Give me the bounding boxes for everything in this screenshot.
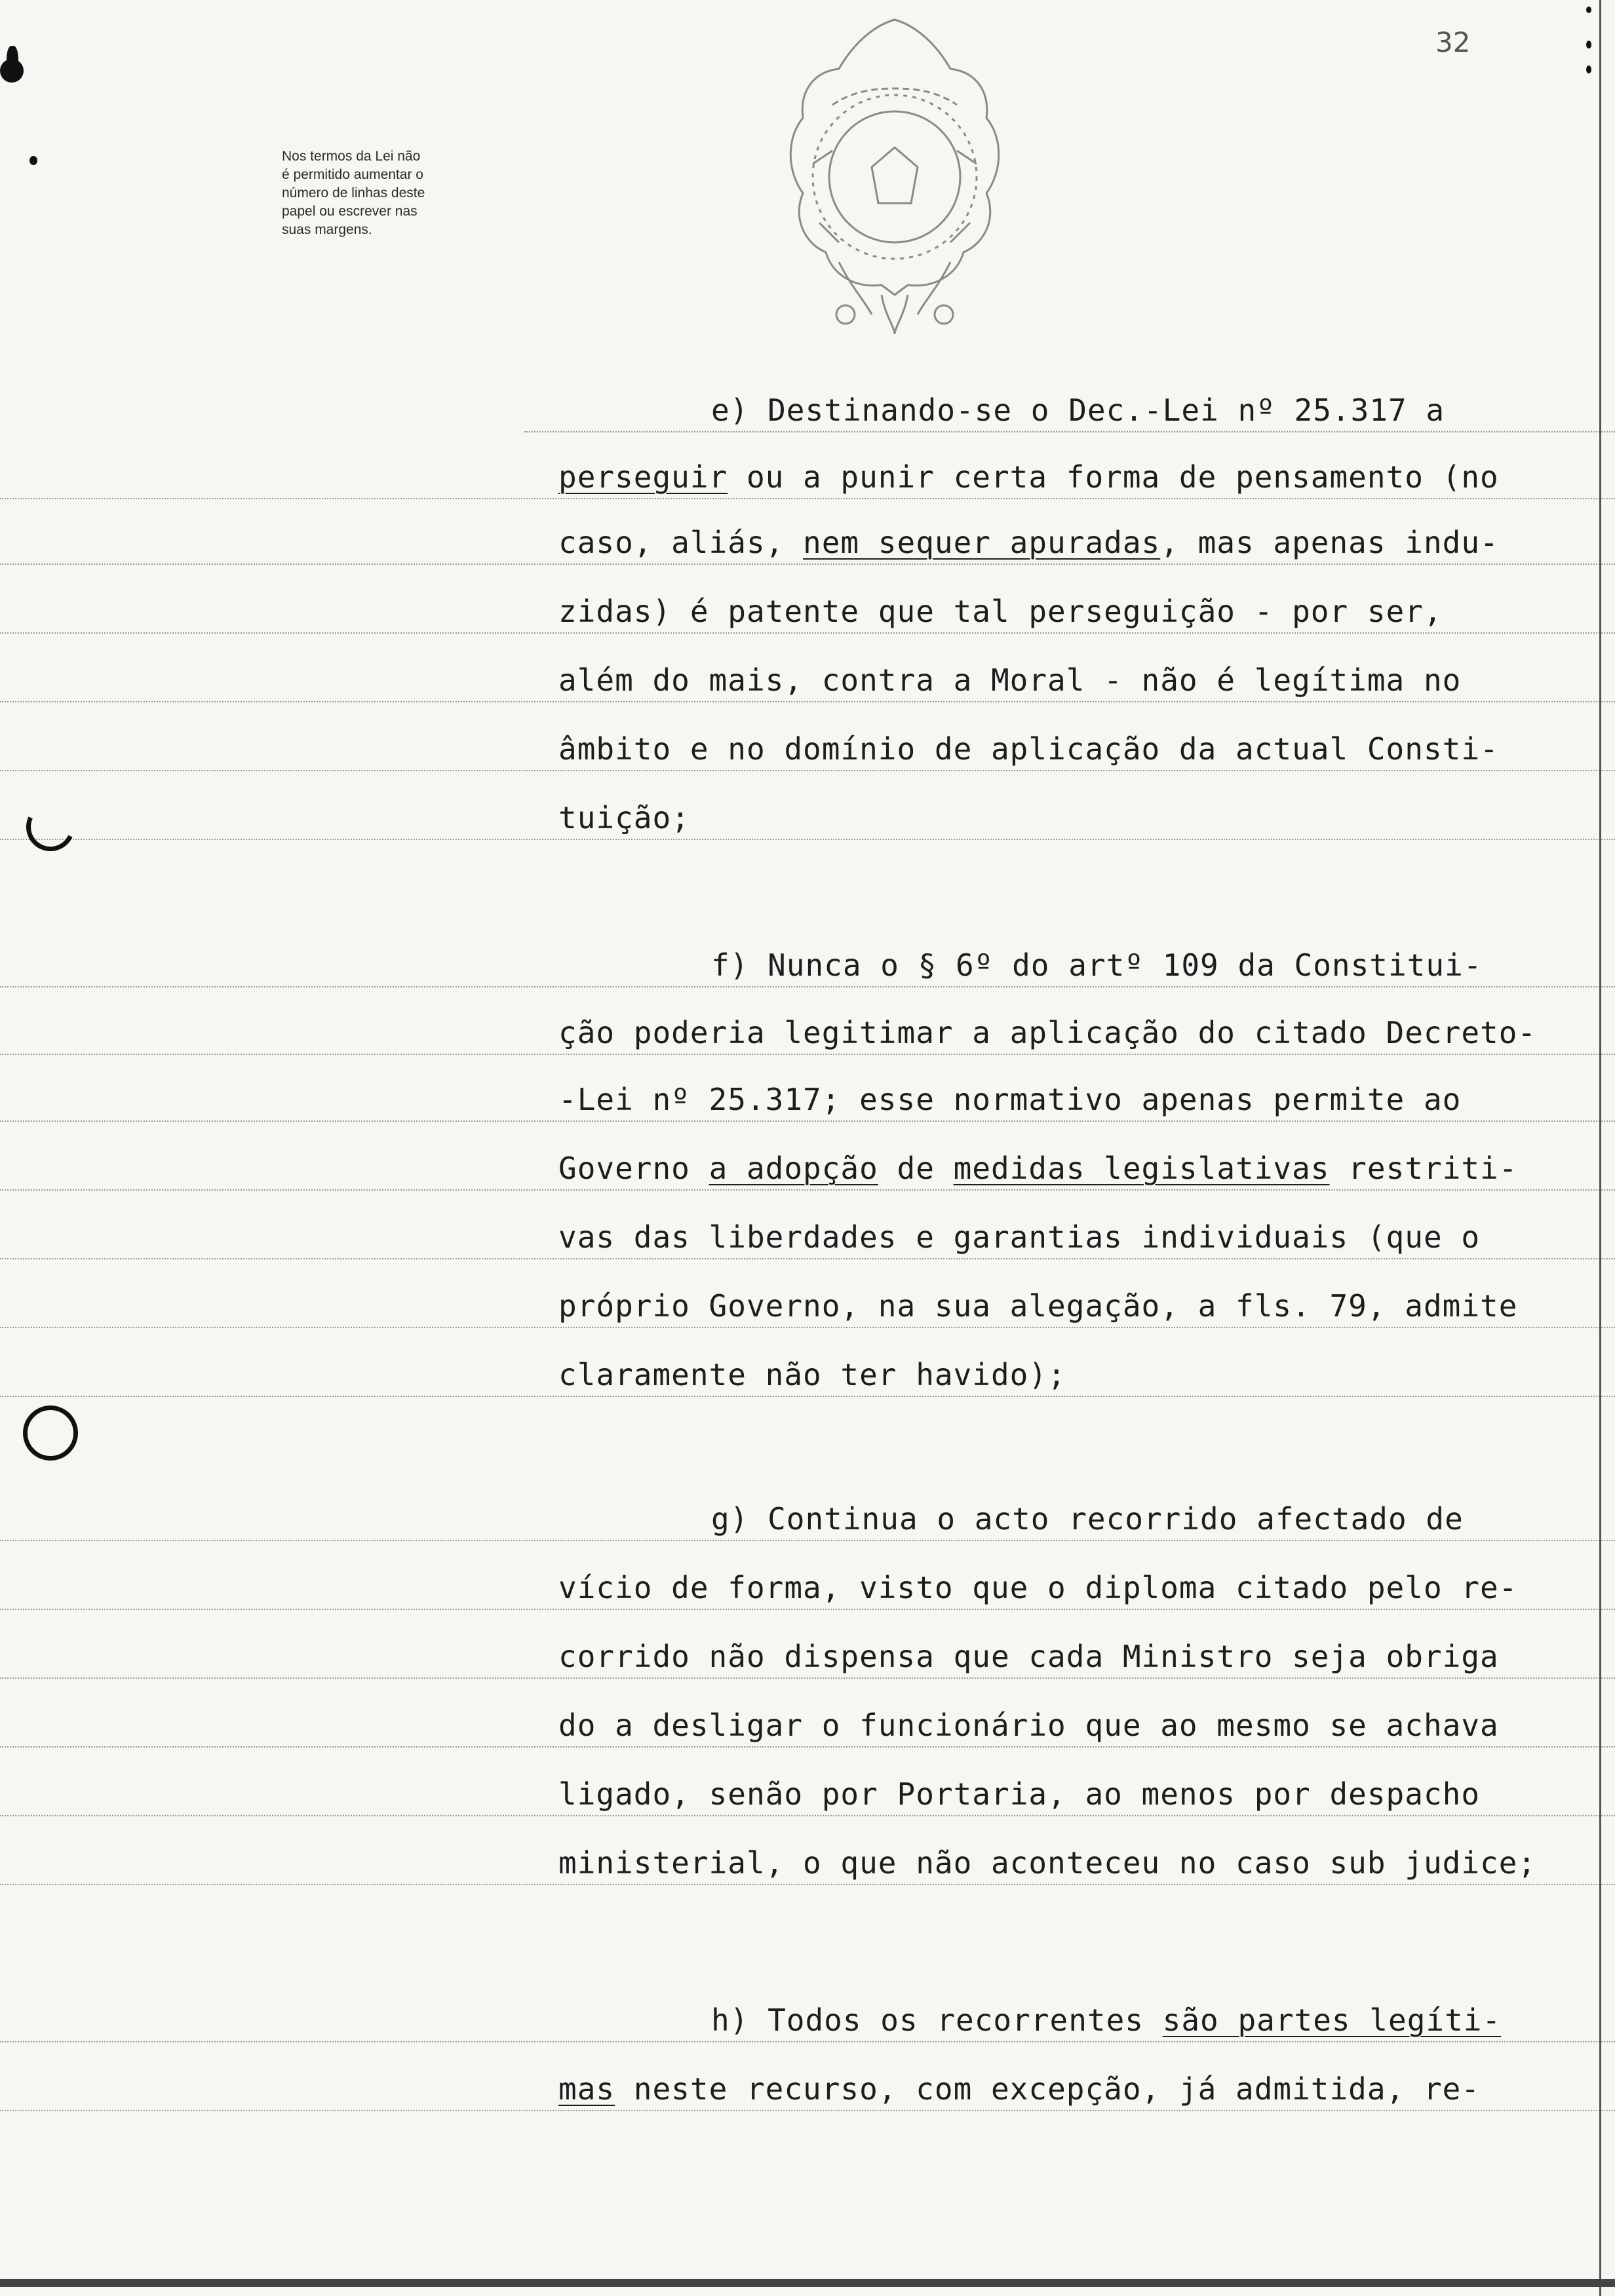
text-run: zidas) é patente que tal perseguição - por ser, [558, 594, 1443, 629]
text-run: próprio Governo, na sua alegação, a fls. 79, admite [558, 1288, 1518, 1324]
text-run: ção poderia legitimar a aplicação do citado Decreto- [558, 1015, 1537, 1050]
page-number: 32 [1435, 26, 1471, 58]
text-line [558, 731, 1499, 767]
notice-line: Nos termos da Lei não [282, 149, 421, 164]
ruled-line [0, 701, 1615, 702]
ruled-line [0, 1815, 1615, 1816]
text-line [558, 593, 1443, 630]
text-line [558, 524, 1499, 561]
text-line [558, 1219, 1480, 1255]
text-run: ligado, senão por Portaria, ao menos por despacho [558, 1776, 1481, 1812]
ruled-line [0, 564, 1615, 565]
ruled-line [0, 1884, 1615, 1885]
ruled-line [0, 1396, 1615, 1397]
text-run: vas das liberdades e garantias individuais (que o [558, 1219, 1481, 1255]
text-line [558, 1356, 1066, 1393]
ruled-line [0, 770, 1615, 771]
underlined-text: perseguir [558, 459, 728, 495]
underlined-text: medidas legislativas [953, 1151, 1330, 1186]
text-line [711, 392, 1445, 429]
underlined-text: a adopção [709, 1151, 878, 1186]
text-run: f) Nunca o § 6º do artº 109 da Constitui- [711, 947, 1483, 983]
notice-line: suas margens. [282, 222, 372, 237]
ruled-line [0, 1746, 1615, 1748]
ruled-line [0, 1189, 1615, 1191]
text-run: h) Todos os recorrentes [711, 2002, 1163, 2038]
text-line [558, 459, 1499, 495]
ruled-line [0, 632, 1615, 634]
text-run: ou a punir certa forma de pensamento (no [728, 459, 1499, 495]
text-run: Governo [558, 1151, 709, 1186]
ink-speck [1586, 41, 1591, 48]
margin-notice [282, 147, 557, 239]
text-line [558, 2071, 1480, 2107]
ink-speck [1586, 66, 1591, 73]
text-run: corrido não dispensa que cada Ministro seja obriga [558, 1639, 1499, 1674]
underlined-text: nem sequer apuradas [803, 525, 1161, 560]
text-run: neste recurso, com excepção, já admitida, re- [615, 2071, 1481, 2107]
text-run: restriti- [1329, 1151, 1518, 1186]
text-run: do a desligar o funcionário que ao mesmo se achava [558, 1708, 1499, 1743]
text-line [711, 2002, 1501, 2038]
text-line [558, 1707, 1499, 1744]
ruled-line [0, 1677, 1615, 1679]
notice-line: número de linhas deste [282, 185, 425, 201]
underlined-text: são partes legíti- [1162, 2002, 1502, 2038]
text-run: , mas apenas indu- [1160, 525, 1499, 560]
ruled-line [0, 1609, 1615, 1610]
text-line [558, 1081, 1461, 1118]
text-run: âmbito e no domínio de aplicação da actual Consti- [558, 731, 1499, 767]
binder-hole-mark [20, 796, 82, 858]
text-line [558, 662, 1461, 698]
ruled-line [0, 1054, 1615, 1055]
text-run: g) Continua o acto recorrido afectado de [711, 1501, 1464, 1537]
text-line [558, 1638, 1499, 1675]
ruled-line [0, 1540, 1615, 1541]
ruled-line [0, 2041, 1615, 2042]
text-line [711, 947, 1482, 984]
text-line [558, 1569, 1517, 1606]
ruled-line [0, 1120, 1615, 1122]
ruled-line [0, 839, 1615, 840]
text-line [558, 1845, 1536, 1881]
ink-speck [7, 46, 18, 79]
text-line [711, 1501, 1464, 1537]
ruled-line [0, 1258, 1615, 1259]
text-run: caso, aliás, [558, 525, 804, 560]
text-run: ministerial, o que não aconteceu no caso sub judice; [558, 1845, 1537, 1881]
coat-of-arms-seal-icon [741, 7, 1049, 347]
text-run: claramente não ter havido); [558, 1357, 1066, 1392]
ruled-line [0, 1327, 1615, 1328]
ruled-line [0, 2110, 1615, 2111]
text-line [558, 1288, 1517, 1324]
notice-line: é permitido aumentar o [282, 167, 423, 182]
text-run: tuição; [558, 800, 690, 835]
text-run: de [878, 1151, 954, 1186]
underlined-text: mas [558, 2071, 615, 2107]
text-line [558, 1150, 1517, 1187]
text-run: -Lei nº 25.317; esse normativo apenas permite ao [558, 1082, 1462, 1117]
ruled-line [0, 498, 1615, 499]
text-line [558, 1014, 1536, 1051]
ink-speck [29, 156, 37, 165]
text-run: além do mais, contra a Moral - não é legítima no [558, 662, 1462, 698]
text-run: e) Destinando-se o Dec.-Lei nº 25.317 a [711, 392, 1445, 428]
text-line [558, 799, 690, 836]
ruled-line [524, 431, 1615, 432]
text-run: vício de forma, visto que o diploma citado pelo re- [558, 1570, 1518, 1605]
binder-hole-mark [23, 1406, 78, 1461]
notice-line: papel ou escrever nas [282, 204, 418, 219]
ruled-line [0, 986, 1615, 987]
page-edge [0, 2279, 1615, 2287]
ink-speck [1586, 7, 1591, 13]
text-line [558, 1776, 1480, 1812]
page-edge [1599, 0, 1601, 2296]
